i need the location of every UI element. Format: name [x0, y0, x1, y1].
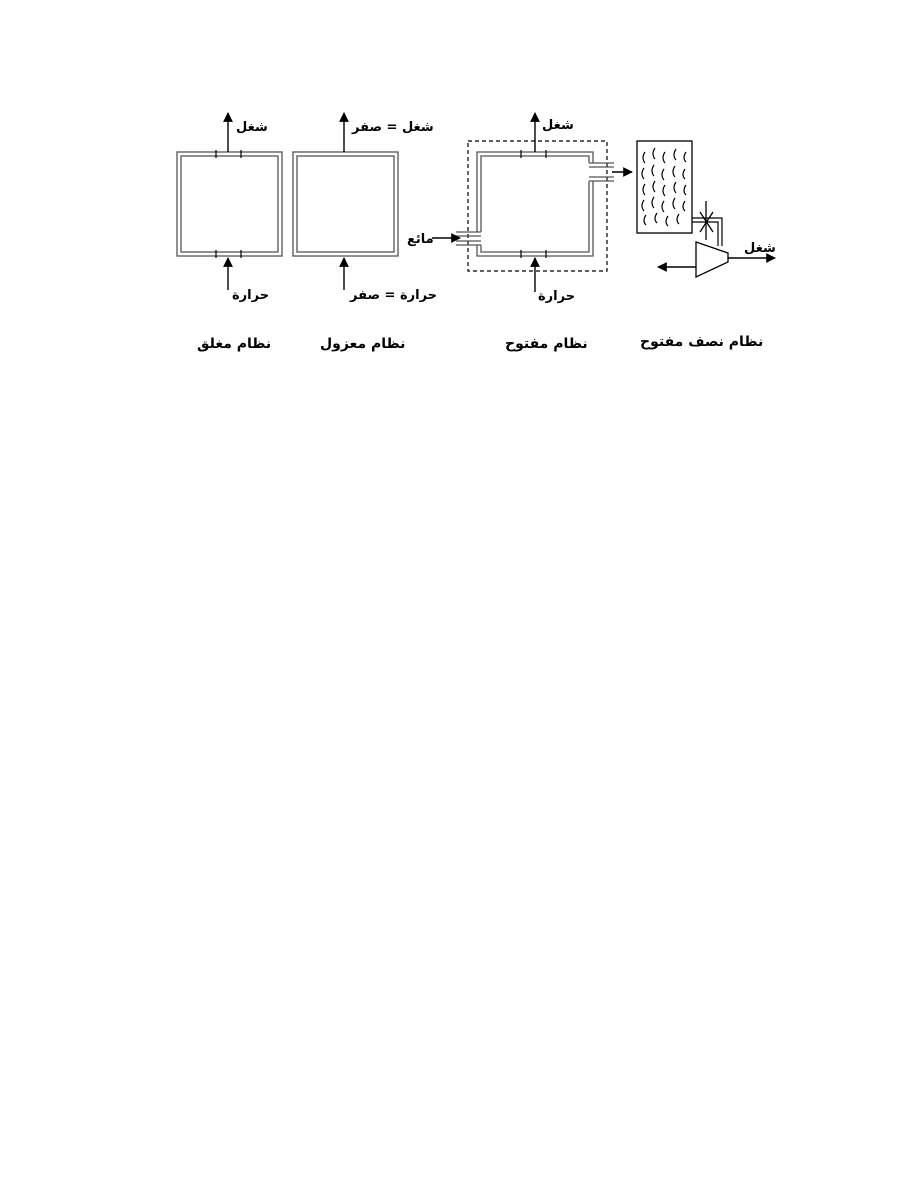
open-system [407, 113, 632, 352]
open-system-caption: نظام مفتوح [505, 336, 588, 352]
semi-open-system-turbine [696, 242, 728, 277]
isolated-system-heat-label: حرارة = صفر [350, 288, 438, 303]
open-system-fluid-label: مائع [407, 232, 434, 247]
open-system-work-label: شغل [542, 118, 574, 133]
semi-open-system-work-label: شغل [744, 241, 776, 256]
closed-system [177, 113, 282, 352]
closed-system-work-label: شغل [236, 120, 268, 135]
semi-open-system [637, 141, 776, 350]
open-system-outlet-pipe [589, 163, 614, 181]
closed-system-outer-wall [177, 152, 282, 256]
isolated-system-outer-wall [293, 152, 398, 256]
isolated-system-inner-wall [297, 156, 394, 252]
isolated-system-caption: نظام معزول [320, 336, 406, 352]
isolated-system-work-label: شغل = صفر [352, 120, 434, 135]
open-system-heat-label: حرارة [538, 289, 576, 304]
closed-system-heat-label: حرارة [232, 288, 270, 303]
open-system-inner-wall [481, 156, 589, 252]
closed-system-caption: نظام مغلق [197, 336, 272, 352]
semi-open-system-caption: نظام نصف مفتوح [640, 334, 764, 350]
closed-system-inner-wall [181, 156, 278, 252]
reservoir-fluid-pattern [642, 148, 686, 226]
thermodynamic-systems-diagram [0, 0, 918, 400]
open-system-outer-wall [477, 152, 593, 256]
